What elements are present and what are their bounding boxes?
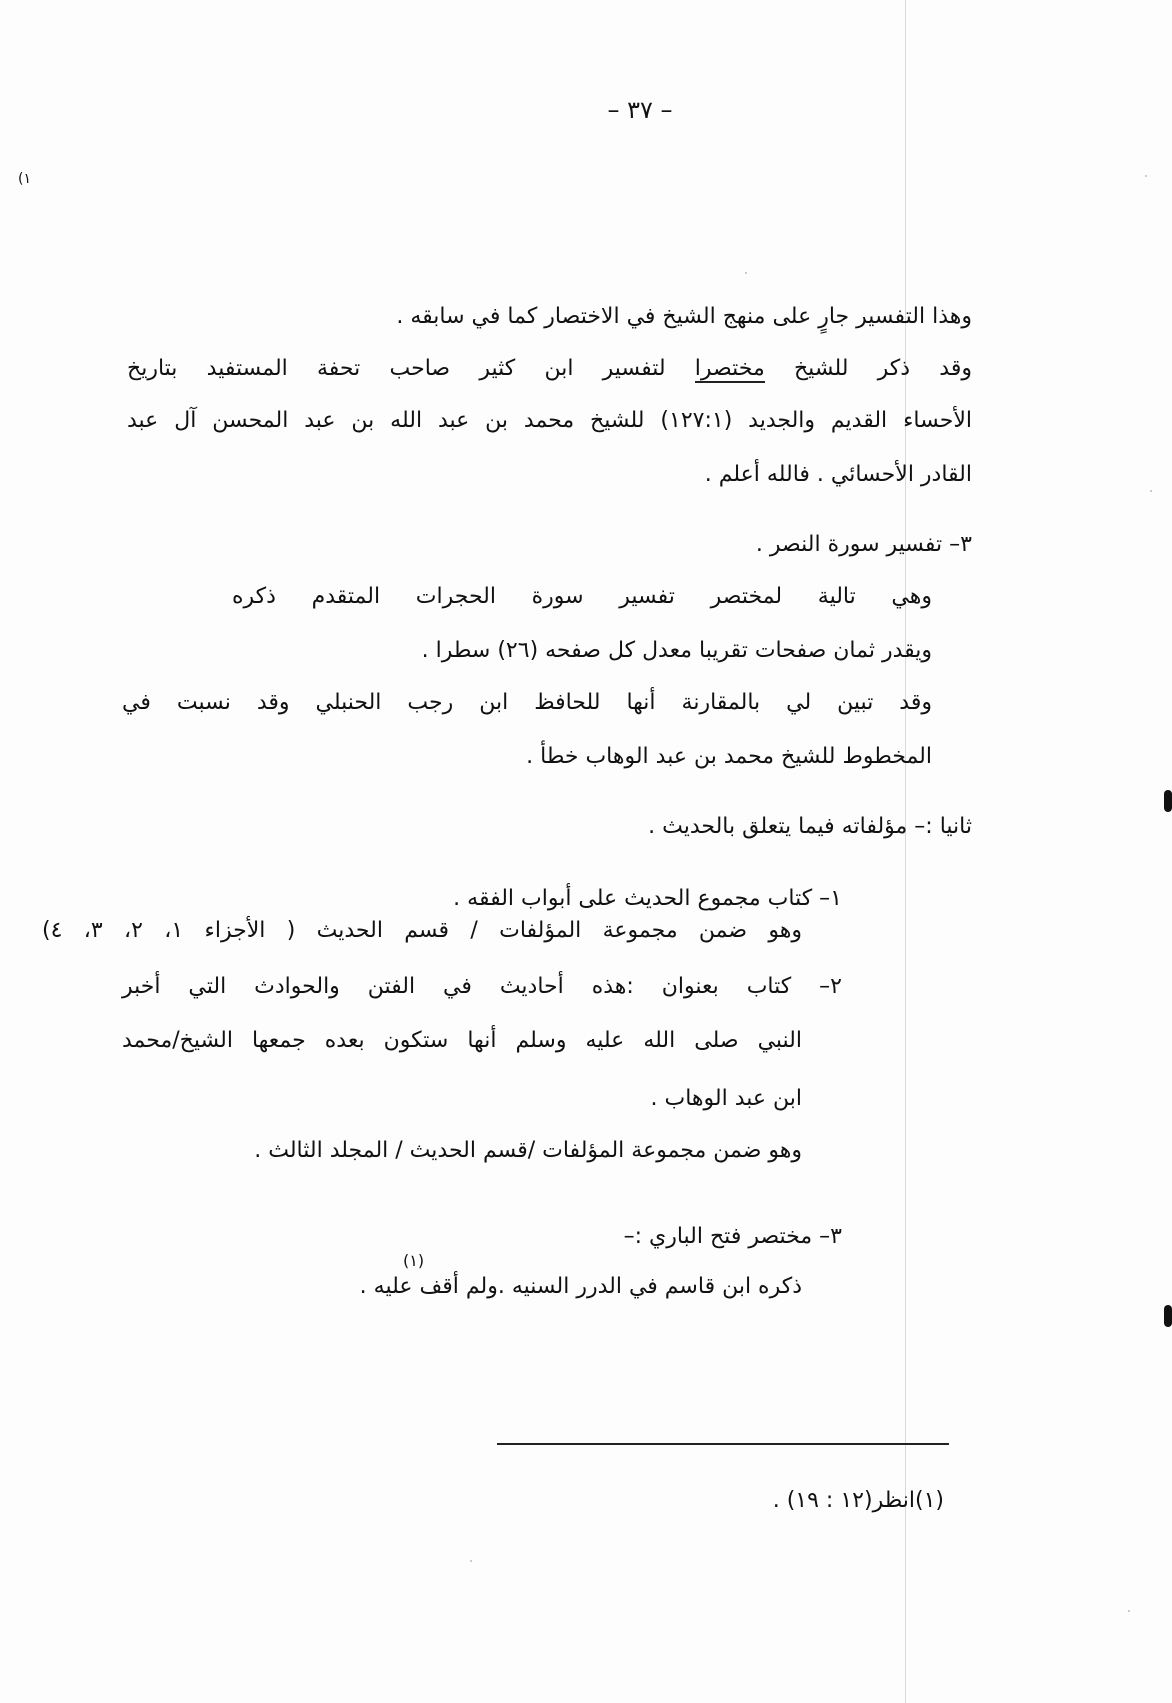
scan-speck <box>745 272 747 274</box>
text-line-2-part-b: لتفسير ابن كثير صاحب تحفة المستفيد بتاريخ <box>127 356 695 381</box>
hadith-item-1: ١– كتاب مجموع الحديث على أبواب الفقه . <box>453 886 842 911</box>
hadith-item-2: ٢– كتاب بعنوان :هذه أحاديث في الفتن والحوادث التي أخبر <box>122 974 842 999</box>
footnote-separator <box>497 1443 949 1445</box>
hadith-item-3: ٣– مختصر فتح الباري :– <box>623 1224 842 1249</box>
text-line-8: وقد تبين لي بالمقارنة أنها للحافظ ابن رجب الحنبلي وقد نسبت في <box>122 690 932 715</box>
text-line-2-part-a: وقد ذكر للشيخ <box>764 356 972 381</box>
footnote-marker: (١) <box>403 1251 425 1270</box>
page-number: – ٣٧ – <box>607 96 673 124</box>
section-heading-second: ثانيا :– مؤلفاته فيما يتعلق بالحديث . <box>648 814 972 839</box>
hadith-item-2-line-3: ابن عبد الوهاب . <box>650 1086 802 1111</box>
text-line-7: ويقدر ثمان صفحات تقريبا معدل كل صفحه (٢٦) سطرا . <box>421 638 932 663</box>
scan-fold-line <box>905 0 906 1703</box>
footnote-text: (١)انظر(١٢ : ١٩) . <box>772 1488 944 1513</box>
scan-edge-mark <box>1164 1305 1172 1327</box>
underlined-word: مختصرا <box>694 356 765 381</box>
text-line-6: وهي تالية لمختصر تفسير سورة الحجرات المتقدم ذكره <box>232 584 932 609</box>
scan-speck <box>470 1560 472 1562</box>
scan-speck <box>1128 1610 1130 1612</box>
margin-mark: (١ <box>18 171 31 187</box>
text-line-9: المخطوط للشيخ محمد بن عبد الوهاب خطأ . <box>526 744 932 769</box>
text-line-4: القادر الأحسائي . فالله أعلم . <box>704 462 972 487</box>
text-line-1: وهذا التفسير جارٍ على منهج الشيخ في الاختصار كما في سابقه . <box>396 304 972 329</box>
section-item-3: ٣– تفسير سورة النصر . <box>755 532 972 557</box>
hadith-item-2-line-2: النبي صلى الله عليه وسلم أنها ستكون بعده جمعها الشيخ/محمد <box>122 1028 802 1053</box>
hadith-item-3-note: ذكره ابن قاسم في الدرر السنيه .ولم أقف عليه . <box>359 1274 802 1299</box>
hadith-item-1-note: وهو ضمن مجموعة المؤلفات / قسم الحديث ( الأجزاء ١، ٢، ٣، ٤) <box>42 918 803 943</box>
scan-speck <box>1145 175 1147 177</box>
scan-speck <box>1150 490 1152 492</box>
scan-edge-mark <box>1164 790 1172 812</box>
text-line-3: الأحساء القديم والجديد (١٢٧:١) للشيخ محمد بن عبد الله بن عبد المحسن آل عبد <box>127 408 972 433</box>
hadith-item-2-note: وهو ضمن مجموعة المؤلفات /قسم الحديث / المجلد الثالث . <box>254 1138 802 1163</box>
text-line-2 <box>127 354 972 384</box>
